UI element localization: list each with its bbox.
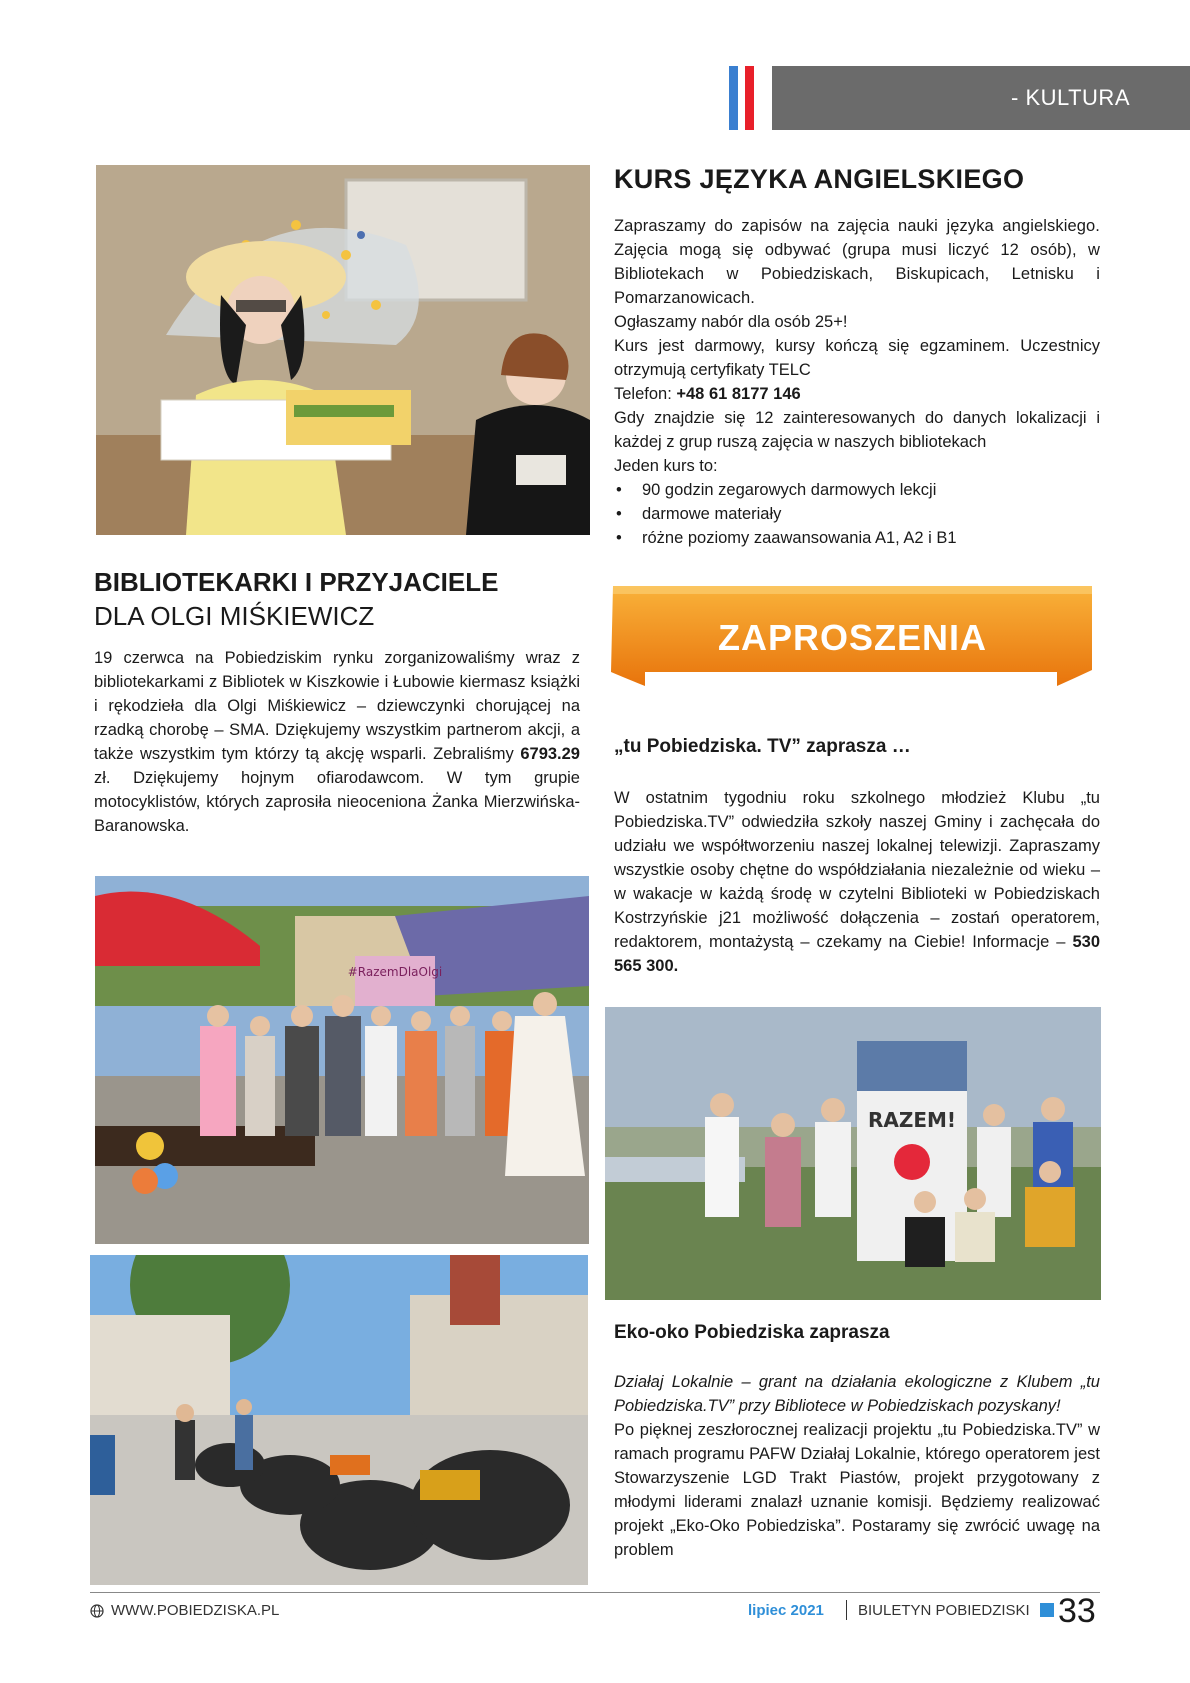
kurs-title: KURS JĘZYKA ANGIELSKIEGO: [614, 164, 1025, 194]
tv-body: [614, 786, 1100, 978]
bibliotekarki-paragraph: [94, 646, 580, 838]
photo-motorcycles: [90, 1255, 588, 1585]
kurs-paragraph: Jeden kurs to:: [614, 457, 718, 475]
footer-date: lipiec 2021: [748, 1602, 824, 1619]
kurs-paragraph: Gdy znajdzie się 12 zainteresowanych do danych lokalizacji i każdej z grup ruszą zajęcia w naszych bibliotekach: [614, 409, 1100, 451]
bibliotekarki-title: BIBLIOTEKARKI I PRZYJACIELE: [94, 567, 499, 597]
kurs-phone-label: Telefon:: [614, 385, 677, 403]
footer-website: [90, 1602, 279, 1619]
kurs-bullet-item: • 90 godzin zegarowych darmowych lekcji: [614, 478, 1100, 502]
kurs-bullet-list: [614, 478, 1100, 550]
tv-title: „tu Pobiedziska. TV” zaprasza …: [614, 736, 911, 757]
tv-paragraph: [614, 786, 1100, 978]
header-stripe-blue: [729, 66, 738, 130]
kurs-body: [614, 214, 1100, 550]
bibliotekarki-text-after: zł. Dziękujemy hojnym ofiarodawcom. W tym grupie motocyklistów, których zaprosiła nieoceniona Żanka Mierzwińska-Baranowska.: [94, 769, 580, 835]
footer-divider: [90, 1592, 1100, 1593]
bibliotekarki-body: [94, 646, 580, 838]
kurs-phone: +48 61 8177 146: [676, 385, 801, 403]
globe-icon: [90, 1604, 104, 1618]
photo-reading: [96, 165, 590, 535]
bibliotekarki-amount: 6793.29: [520, 745, 580, 763]
stall-sign-text: #RazemDlaOlgi: [347, 965, 443, 979]
eko-title: Eko-oko Pobiedziska zaprasza: [614, 1322, 890, 1343]
kurs-bullet-item: • darmowe materiały: [614, 502, 1100, 526]
header-stripe-red: [745, 66, 754, 130]
kurs-paragraph: Zapraszamy do zapisów na zajęcia nauki języka angielskiego. Zajęcia mogą się odbywać (grupa musi liczyć 12 osób), w Bibliotekach w Pobiedziskach, Biskupicach, Letnisku i Pomarzanowicach.: [614, 217, 1100, 307]
header-stripe-white: [739, 66, 744, 130]
section-bar: [772, 66, 1190, 130]
bibliotekarki-text-before: 19 czerwca na Pobiedziskim rynku zorganizowaliśmy wraz z bibliotekarkami z Bibliotek w Kiszkowie i Łubowie kiermasz książki i rękodzieła dla Olgi Miśkiewicz – dziewczynki chorującej na rzadką chorobę – SMA. Dziękujemy wszystkim partnerom akcji, a także wszystkim tym którzy tą akcję wsparli. Zebraliśmy: [94, 649, 580, 763]
footer-website-link[interactable]: WWW.POBIEDZISKA.PL: [111, 1602, 280, 1619]
eko-italic: Działaj Lokalnie – grant na działania ekologiczne z Klubem „tu Pobiedziska.TV” przy Bibliotece w Pobiedziskach pozyskany!: [614, 1373, 1100, 1415]
kurs-phone-line: [614, 382, 1100, 406]
photo-market-stall: [95, 876, 589, 1244]
eko-body: [614, 1370, 1100, 1562]
eko-paragraph: Po pięknej zeszłorocznej realizacji projektu „tu Pobiedziska.TV” w ramach programu PAFW Działaj Lokalnie, którego operatorem jest Stowarzyszenie LGD Trakt Piastów, projekt przygotowany z młodymi liderami znalazł uznanie komisji. Będziemy realizować projekt „Eko-Oko Pobiedziska”. Postaramy się zwrócić uwagę na problem: [614, 1421, 1100, 1559]
tv-phone: 530 565 300.: [614, 933, 1100, 975]
kurs-paragraph: Kurs jest darmowy, kursy kończą się egzaminem. Uczestnicy otrzymują certyfikaty TELC: [614, 337, 1100, 379]
rollup-text: RAZEM!: [867, 1108, 957, 1132]
banner-label: ZAPROSZENIA: [717, 617, 987, 658]
zaproszenia-banner: [605, 582, 1100, 690]
footer-square-icon: [1040, 1603, 1054, 1617]
tv-text: W ostatnim tygodniu roku szkolnego młodzież Klubu „tu Pobiedziska.TV” odwiedziła szkoły naszej Gminy i zachęcała do udziału we współtworzeniu naszej lokalnej telewizji. Zapraszamy wszystkie osoby chętne do współdziałania niezależnie od wieku – w wakacje w każdą środę w czytelni Biblioteki w Pobiedziskach Kostrzyńskie j21 możliwość dołączenia – zostań operatorem, redaktorem, montażystą – czekamy na Ciebie! Informacje –: [614, 789, 1100, 951]
header-stripe-gap: [755, 66, 761, 130]
bibliotekarki-subtitle: DLA OLGI MIŚKIEWICZ: [94, 601, 375, 631]
page-number: 33: [1058, 1592, 1096, 1630]
kurs-bullet-item: • różne poziomy zaawansowania A1, A2 i B1: [614, 526, 1100, 550]
photo-group-rollup: [605, 1007, 1101, 1300]
footer-separator: [846, 1600, 847, 1620]
footer-publication: BIULETYN POBIEDZISKI: [858, 1602, 1030, 1619]
section-label: - KULTURA: [1011, 85, 1130, 110]
kurs-paragraph: Ogłaszamy nabór dla osób 25+!: [614, 313, 848, 331]
